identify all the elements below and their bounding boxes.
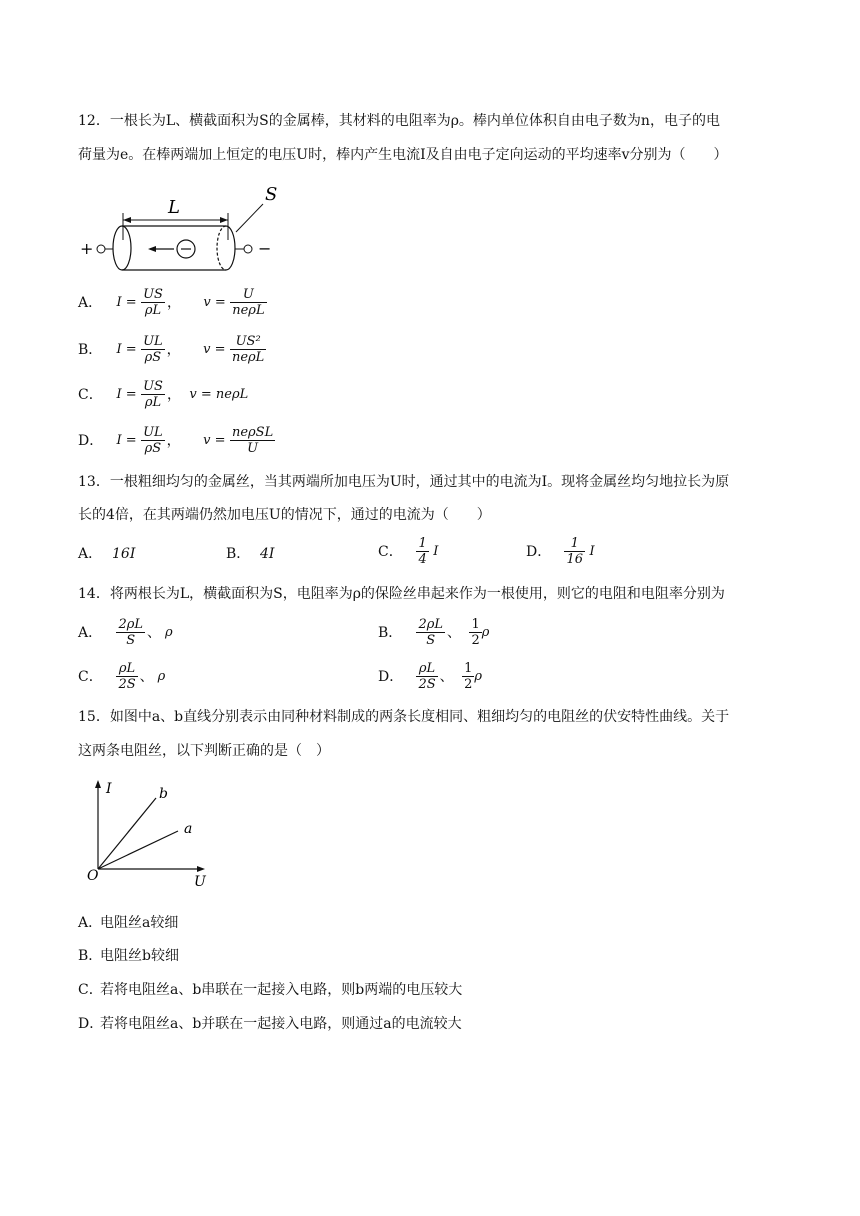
svg-text:+: + [80,239,94,258]
q12-option-d[interactable]: D． I = $\frac{UL}{\rho S}$ ， v = $\frac{\text{neρSL}}{U}$ [78,425,274,456]
q12-stem-line2: 荷量为e。在棒两端加上恒定的电压U时，棒内产生电流I及自由电子定向运动的平均速率v分别为（ ） [78,147,728,163]
q15-option-b[interactable]: B．电阻丝b较细 [78,948,179,964]
q15-option-d[interactable]: D．若将电阻丝a、b并联在一起接入电路，则通过a的电流较大 [78,1016,462,1032]
q15-stem-line1: 15．如图中a、b直线分别表示由同种材料制成的两条长度相同、粗细均匀的电阻丝的伏安特性曲线。关于 [78,709,730,725]
q15-line-b [98,798,156,869]
q13-option-d[interactable]: D． $\frac{1}{16}$ I [526,536,595,567]
q12-area-label: S [265,184,278,205]
q12-option-a[interactable]: A． I = $\frac{US}{\rho L}$ ， v = $\frac{U}{\text{neρL}}$ [78,287,265,318]
q13-stem-line2: 长的4倍，在其两端仍然加电压U的情况下，通过的电流为（ ） [78,507,491,523]
q15-stem-line2: 这两条电阻丝，以下判断正确的是（ ） [78,743,330,759]
q15-y-axis-label: I [106,781,112,797]
q12-option-b[interactable]: B． I = $\frac{UL}{\rho S}$ ， v = $\frac{\text{US²}}{\text{neρL}}$ [78,334,265,365]
q15-origin-label: O [87,868,99,884]
q15-line-a [98,831,178,869]
q15-option-a[interactable]: A．电阻丝a较细 [78,915,179,931]
q12-option-c[interactable]: C． I = $\frac{US}{\rho L}$ ， v = neρL [78,379,249,410]
q14-stem-line1: 14．将两根长为L，横截面积为S，电阻率为ρ的保险丝串起来作为一根使用，则它的电阻和电阻率分别为 [78,586,725,602]
q14-option-a[interactable]: A． $\frac{2\rho L}{S}$ 、 ρ [78,617,173,648]
q12-length-label: L [168,197,180,218]
q15-line-b-label: b [159,786,168,802]
q13-option-a[interactable]: A． 16I [78,546,136,562]
q15-x-axis-label: U [194,874,206,890]
svg-text:−: − [258,239,272,258]
q15-line-a-label: a [184,821,193,837]
q13-option-c[interactable]: C． $\frac{1}{4}$ I [378,536,439,567]
q12-rod-figure [78,180,283,275]
q15-option-c[interactable]: C．若将电阻丝a、b串联在一起接入电路，则b两端的电压较大 [78,982,463,998]
q12-minus-terminal [244,245,252,253]
q14-option-d[interactable]: D． $\frac{\rho L}{2S}$ 、 $\frac{1}{2}$ ρ [378,661,483,692]
q14-option-b[interactable]: B． $\frac{2\rho L}{S}$ 、 $\frac{1}{2}$ ρ [378,617,490,648]
q15-iu-graph [84,776,214,891]
q12-plus-terminal [97,245,105,253]
q13-stem-line1: 13．一根粗细均匀的金属丝，当其两端所加电压为U时，通过其中的电流为I。现将金属丝均匀地拉长为原 [78,474,730,490]
q12-stem-line1: 12．一根长为L、横截面积为S的金属棒，其材料的电阻率为ρ。棒内单位体积自由电子数为n，电子的电 [78,113,720,129]
q14-option-c[interactable]: C． $\frac{\rho L}{2S}$ 、 ρ [78,661,166,692]
q13-option-b[interactable]: B． 4I [226,546,275,562]
